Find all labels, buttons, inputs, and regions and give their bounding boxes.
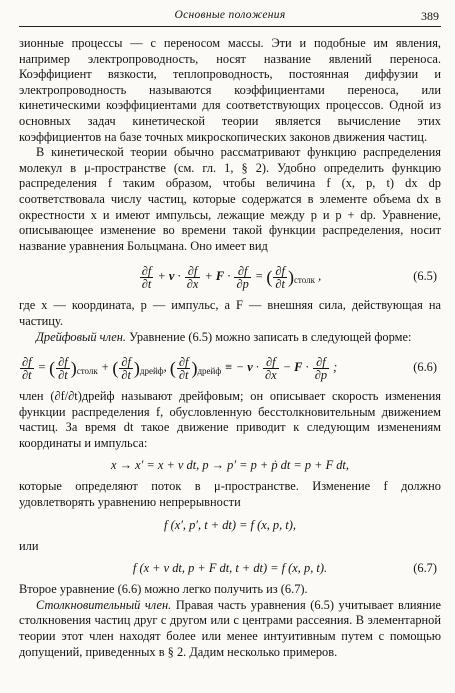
word-or: или: [19, 538, 39, 553]
equation-number: (6.7): [413, 561, 437, 576]
section-lead-collision: Столкновительный член.: [36, 597, 172, 612]
eq65-lhs: $\frac{\partial f}{\partial t}$: [141, 263, 152, 291]
paragraph-2: В кинетической теории обычно рассматривают функцию распределения молекул в μ-пространстве (см. гл. 1, § 2). Удобно определить функцию распределения f таким образом, чтобы величина f (x, p, t) dx dp соответствовала числу частиц, которые содержатся в элементе объема dx в окрестности x и имеют импульсы, лежащие между p и p + dp. Уравнение, описывающее изменение во времени такой функции распределения, носит название уравнения Больцмана. Оно имеет вид: [19, 145, 441, 253]
page-number: 389: [421, 9, 439, 23]
header-title: Основные положения: [174, 9, 286, 21]
paragraph-3: где x — координата, p — импульс, а F — внешняя сила, действующая на частицу.: [19, 298, 441, 328]
paragraph-8: Столкновительный член. Правая часть уравнения (6.5) учитывает влияние столкновения частиц друг с другом или с центрами рассеяния. В элементарной теории этот член находят более или менее интуитивным путем с помощью допущений, приведенных в § 2. Дадим несколько примеров.: [19, 597, 441, 659]
paragraph-6: которые определяют поток в μ-пространстве. Изменение f должно удовлетворять уравнению непрерывности: [19, 479, 441, 510]
paragraph-5: член (∂f/∂t)дрейф называют дрейфовым; он описывает скорость изменения функции распределения f, обусловленную бесстолкновительным движением частиц. За время dt такое движение приводит к следующим изменениям координаты и импульса:: [19, 389, 441, 450]
body-text: [19, 36, 441, 660]
equation-number: (6.6): [413, 360, 437, 375]
eq65-rhs: $\frac{\partial f}{\partial t}$: [275, 263, 285, 291]
equation-6-6: $\frac{\partial f}{\partial t}$ = ( $\frac{\partial f}{\partial t}$ )$_{столк}$ + ( $\frac{\partial f}{\partial t}$ )$_{дрейф}$, ( $\frac{\partial f}{\partial t}$ )$_{дрейф}$ ≡ − v · $\frac{\partial f}{\partial x}$ − F · $\frac{\partial f}{\partial p}$ ; (6.6): [19, 349, 441, 385]
page: [0, 4, 455, 693]
paragraph-4: Дрейфовый член. Уравнение (6.5) можно записать в следующей форме:: [36, 329, 412, 344]
equation-continuity: f (x′, p′, t + dt) = f (x, p, t),: [164, 517, 296, 532]
running-header: [19, 4, 441, 27]
eq65-term2: $\frac{\partial f}{\partial x}$: [186, 263, 199, 291]
eq65-term3: $\frac{\partial f}{\partial p}$: [236, 263, 249, 291]
paragraph-1: зионные процессы — с переносом массы. Эти и подобные им явления, например электропроводность, носят название явлений переноса. Коэффициент вязкости, теплопроводность, постоянная диффузии и электропроводность называются коэффициентами переноса, или кинетическими коэффициентами для соответствующих процессов. Одной из основных задач кинетической теории является вычисление этих коэффициентов на базе точных микроскопических законов движения частиц.: [19, 36, 441, 144]
equation-6-7: f (x + v dt, p + F dt, t + dt) = f (x, p, t). (6.7): [19, 558, 441, 578]
equation-6-5: $\frac{\partial f}{\partial t}$ + v · $\frac{\partial f}{\partial x}$ + F · $\frac{\partial f}{\partial p}$ = ( $\frac{\partial f}{\partial t}$ )$_{столк}$ , (6.5): [19, 258, 441, 294]
section-lead-drift: Дрейфовый член.: [36, 329, 127, 344]
paragraph-7: Второе уравнение (6.6) можно легко получить из (6.7).: [19, 582, 308, 597]
equation-motion: x → x′ = x + v dt, p → p′ = p + ṗ dt = p + F dt,: [111, 458, 349, 473]
equation-number: (6.5): [413, 269, 437, 284]
